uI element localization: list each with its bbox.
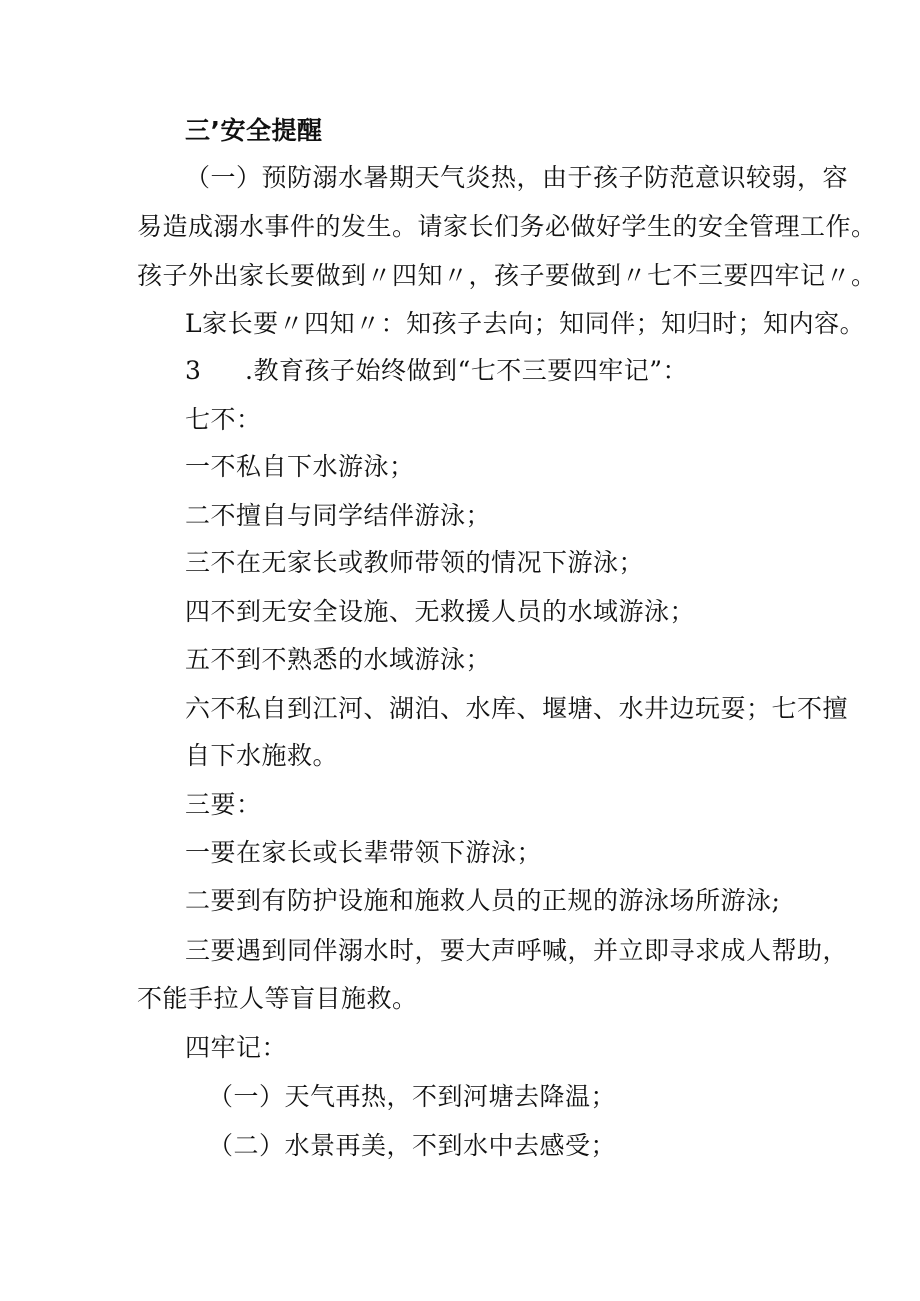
sanyao-item: 三要遇到同伴溺水时，要大声呼喊，并立即寻求成人帮助，	[185, 936, 849, 965]
qibu-item: 自下水施救。	[185, 741, 339, 770]
sanyao-item: 不能手拉人等盲目施救。	[137, 984, 418, 1013]
sanyao-item: 一要在家长或长辈带领下游泳；	[185, 838, 543, 867]
qibu-item: 一不私自下水游泳；	[185, 452, 415, 481]
sanyao-item: 二要到有防护设施和施救人员的正规的游泳场所游泳;	[185, 886, 781, 915]
qibu-item: 二不擅自与同学结伴游泳；	[185, 501, 492, 530]
paragraph-line: 孩子外出家长要做到〃四知〃，孩子要做到〃七不三要四牢记〃。	[137, 261, 877, 290]
qibu-item: 三不在无家长或教师带领的情况下游泳；	[185, 548, 645, 577]
silaoji-item: （一）天气再热，不到河塘去降温；	[208, 1082, 617, 1111]
qibu-item: 五不到不熟悉的水域游泳；	[185, 645, 492, 674]
paragraph-line: 易造成溺水事件的发生。请家长们务必做好学生的安全管理工作。	[137, 212, 877, 241]
qibu-item: 四不到无安全设施、无救援人员的水域游泳；	[185, 597, 696, 626]
list-item-1: L家长要〃四知〃：知孩子去向；知同伴；知归时；知内容。	[185, 309, 866, 338]
list-item-text: .教育孩子始终做到“七不三要四牢记”：	[245, 356, 689, 385]
paragraph-line: （一）预防溺水暑期天气炎热，由于孩子防范意识较弱，容	[185, 163, 849, 192]
qibu-item: 六不私自到江河、湖泊、水库、堰塘、水井边玩耍；七不擅	[185, 694, 849, 723]
list-number: 3	[185, 356, 202, 385]
list-item-3	[185, 356, 688, 386]
silaoji-title: 四牢记：	[185, 1033, 288, 1062]
section-title: 三’安全提醒	[185, 116, 323, 145]
sanyao-title: 三要：	[185, 790, 262, 819]
silaoji-item: （二）水景再美，不到水中去感受；	[208, 1131, 617, 1160]
qibu-title: 七不：	[185, 405, 262, 434]
